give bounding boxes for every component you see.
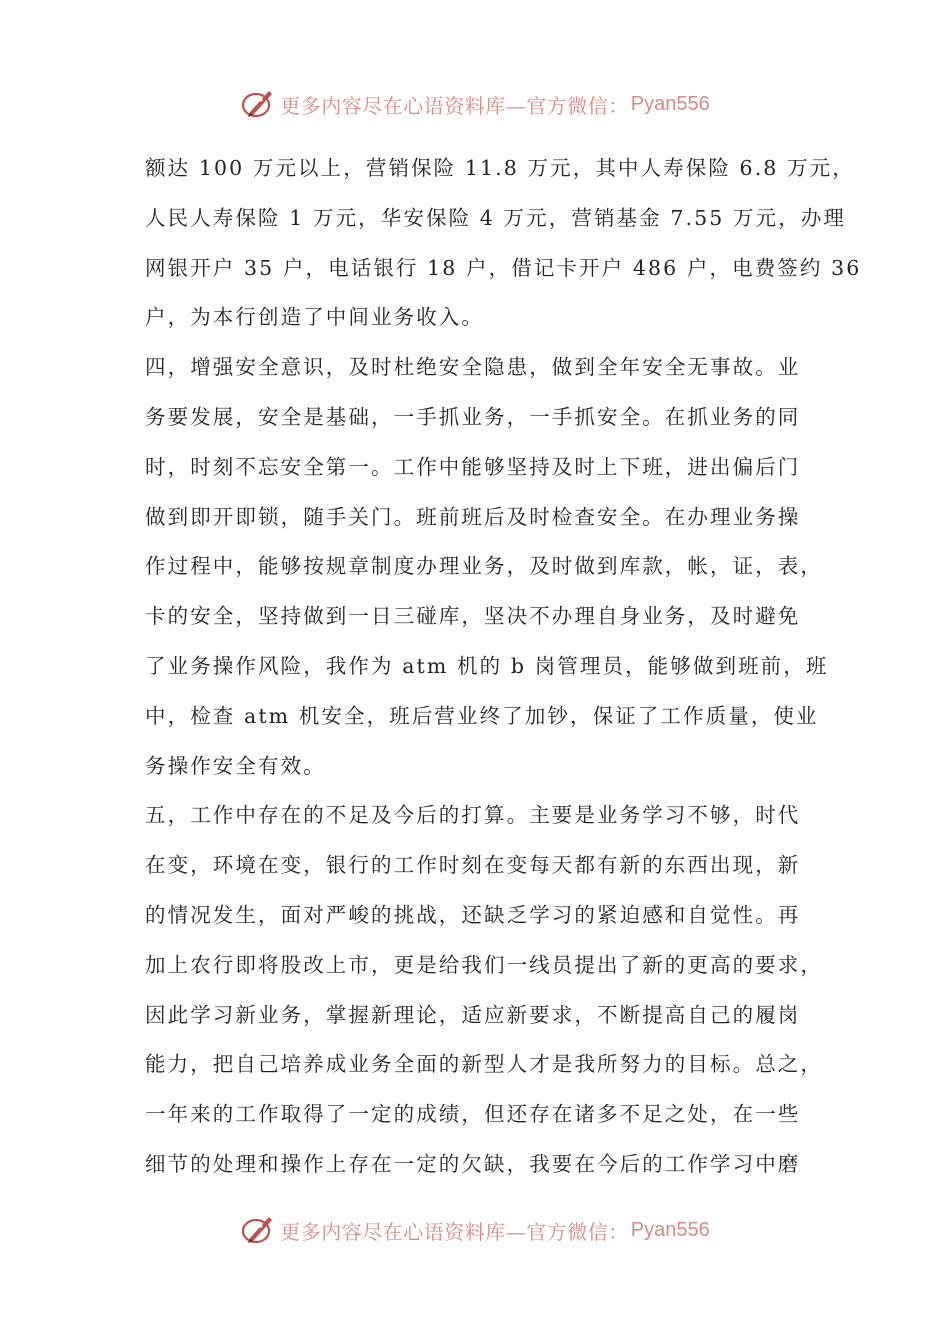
body-line: 能力，把自己培养成业务全面的新型人才是我所努力的目标。总之，	[145, 1052, 823, 1077]
body-line: 户，为本行创造了中间业务收入。	[145, 305, 484, 330]
pen-logo-icon	[240, 1212, 276, 1248]
footer-watermark	[0, 1208, 950, 1252]
body-line: 在变，环境在变，银行的工作时刻在变每天都有新的东西出现，新	[145, 853, 801, 878]
body-line: 的情况发生，面对严峻的挑战，还缺乏学习的紧迫感和自觉性。再	[145, 902, 801, 927]
body-line: 了业务操作风险，我作为 atm 机的 b 岗管理员，能够做到班前，班	[145, 653, 829, 678]
body-line: 务操作安全有效。	[145, 753, 326, 778]
pen-logo-icon	[240, 86, 276, 122]
body-line: 人民人寿保险 1 万元，华安保险 4 万元，营销基金 7.55 万元，办理	[145, 205, 847, 230]
body-line: 时，时刻不忘安全第一。工作中能够坚持及时上下班，进出偏后门	[145, 454, 801, 479]
body-line: 中，检查 atm 机安全，班后营业终了加钞，保证了工作质量，使业	[145, 703, 819, 728]
body-line: 卡的安全，坚持做到一日三碰库，坚决不办理自身业务，及时避免	[145, 604, 801, 629]
body-line: 四，增强安全意识，及时杜绝安全隐患，做到全年安全无事故。业	[145, 355, 801, 380]
body-line: 五，工作中存在的不足及今后的打算。主要是业务学习不够，时代	[145, 803, 801, 828]
document-body	[145, 144, 862, 1190]
body-line: 一年来的工作取得了一定的成绩，但还存在诸多不足之处，在一些	[145, 1102, 801, 1127]
watermark-text: 更多内容尽在心语资料库—官方微信：	[280, 1219, 629, 1244]
body-line: 网银开户 35 户，电话银行 18 户，借记卡开户 486 户，电费签约 36	[145, 255, 862, 280]
header-watermark	[0, 82, 950, 126]
body-line: 因此学习新业务，掌握新理论，适应新要求，不断提高自己的履岗	[145, 1002, 801, 1027]
body-line: 务要发展，安全是基础，一手抓业务，一手抓安全。在抓业务的同	[145, 404, 801, 429]
watermark-text: 更多内容尽在心语资料库—官方微信：	[280, 93, 629, 118]
body-line: 额达 100 万元以上，营销保险 11.8 万元，其中人寿保险 6.8 万元，	[145, 156, 855, 180]
body-line: 作过程中，能够按规章制度办理业务，及时做到库款，帐，证，表，	[145, 554, 823, 579]
watermark-wechat-id: Pyan556	[630, 1218, 710, 1241]
body-line: 做到即开即锁，随手关门。班前班后及时检查安全。在办理业务操	[145, 504, 801, 529]
watermark-wechat-id: Pyan556	[630, 92, 710, 115]
body-line: 加上农行即将股改上市，更是给我们一线员提出了新的更高的要求，	[145, 952, 823, 977]
body-line: 细节的处理和操作上存在一定的欠缺，我要在今后的工作学习中磨	[145, 1151, 801, 1176]
